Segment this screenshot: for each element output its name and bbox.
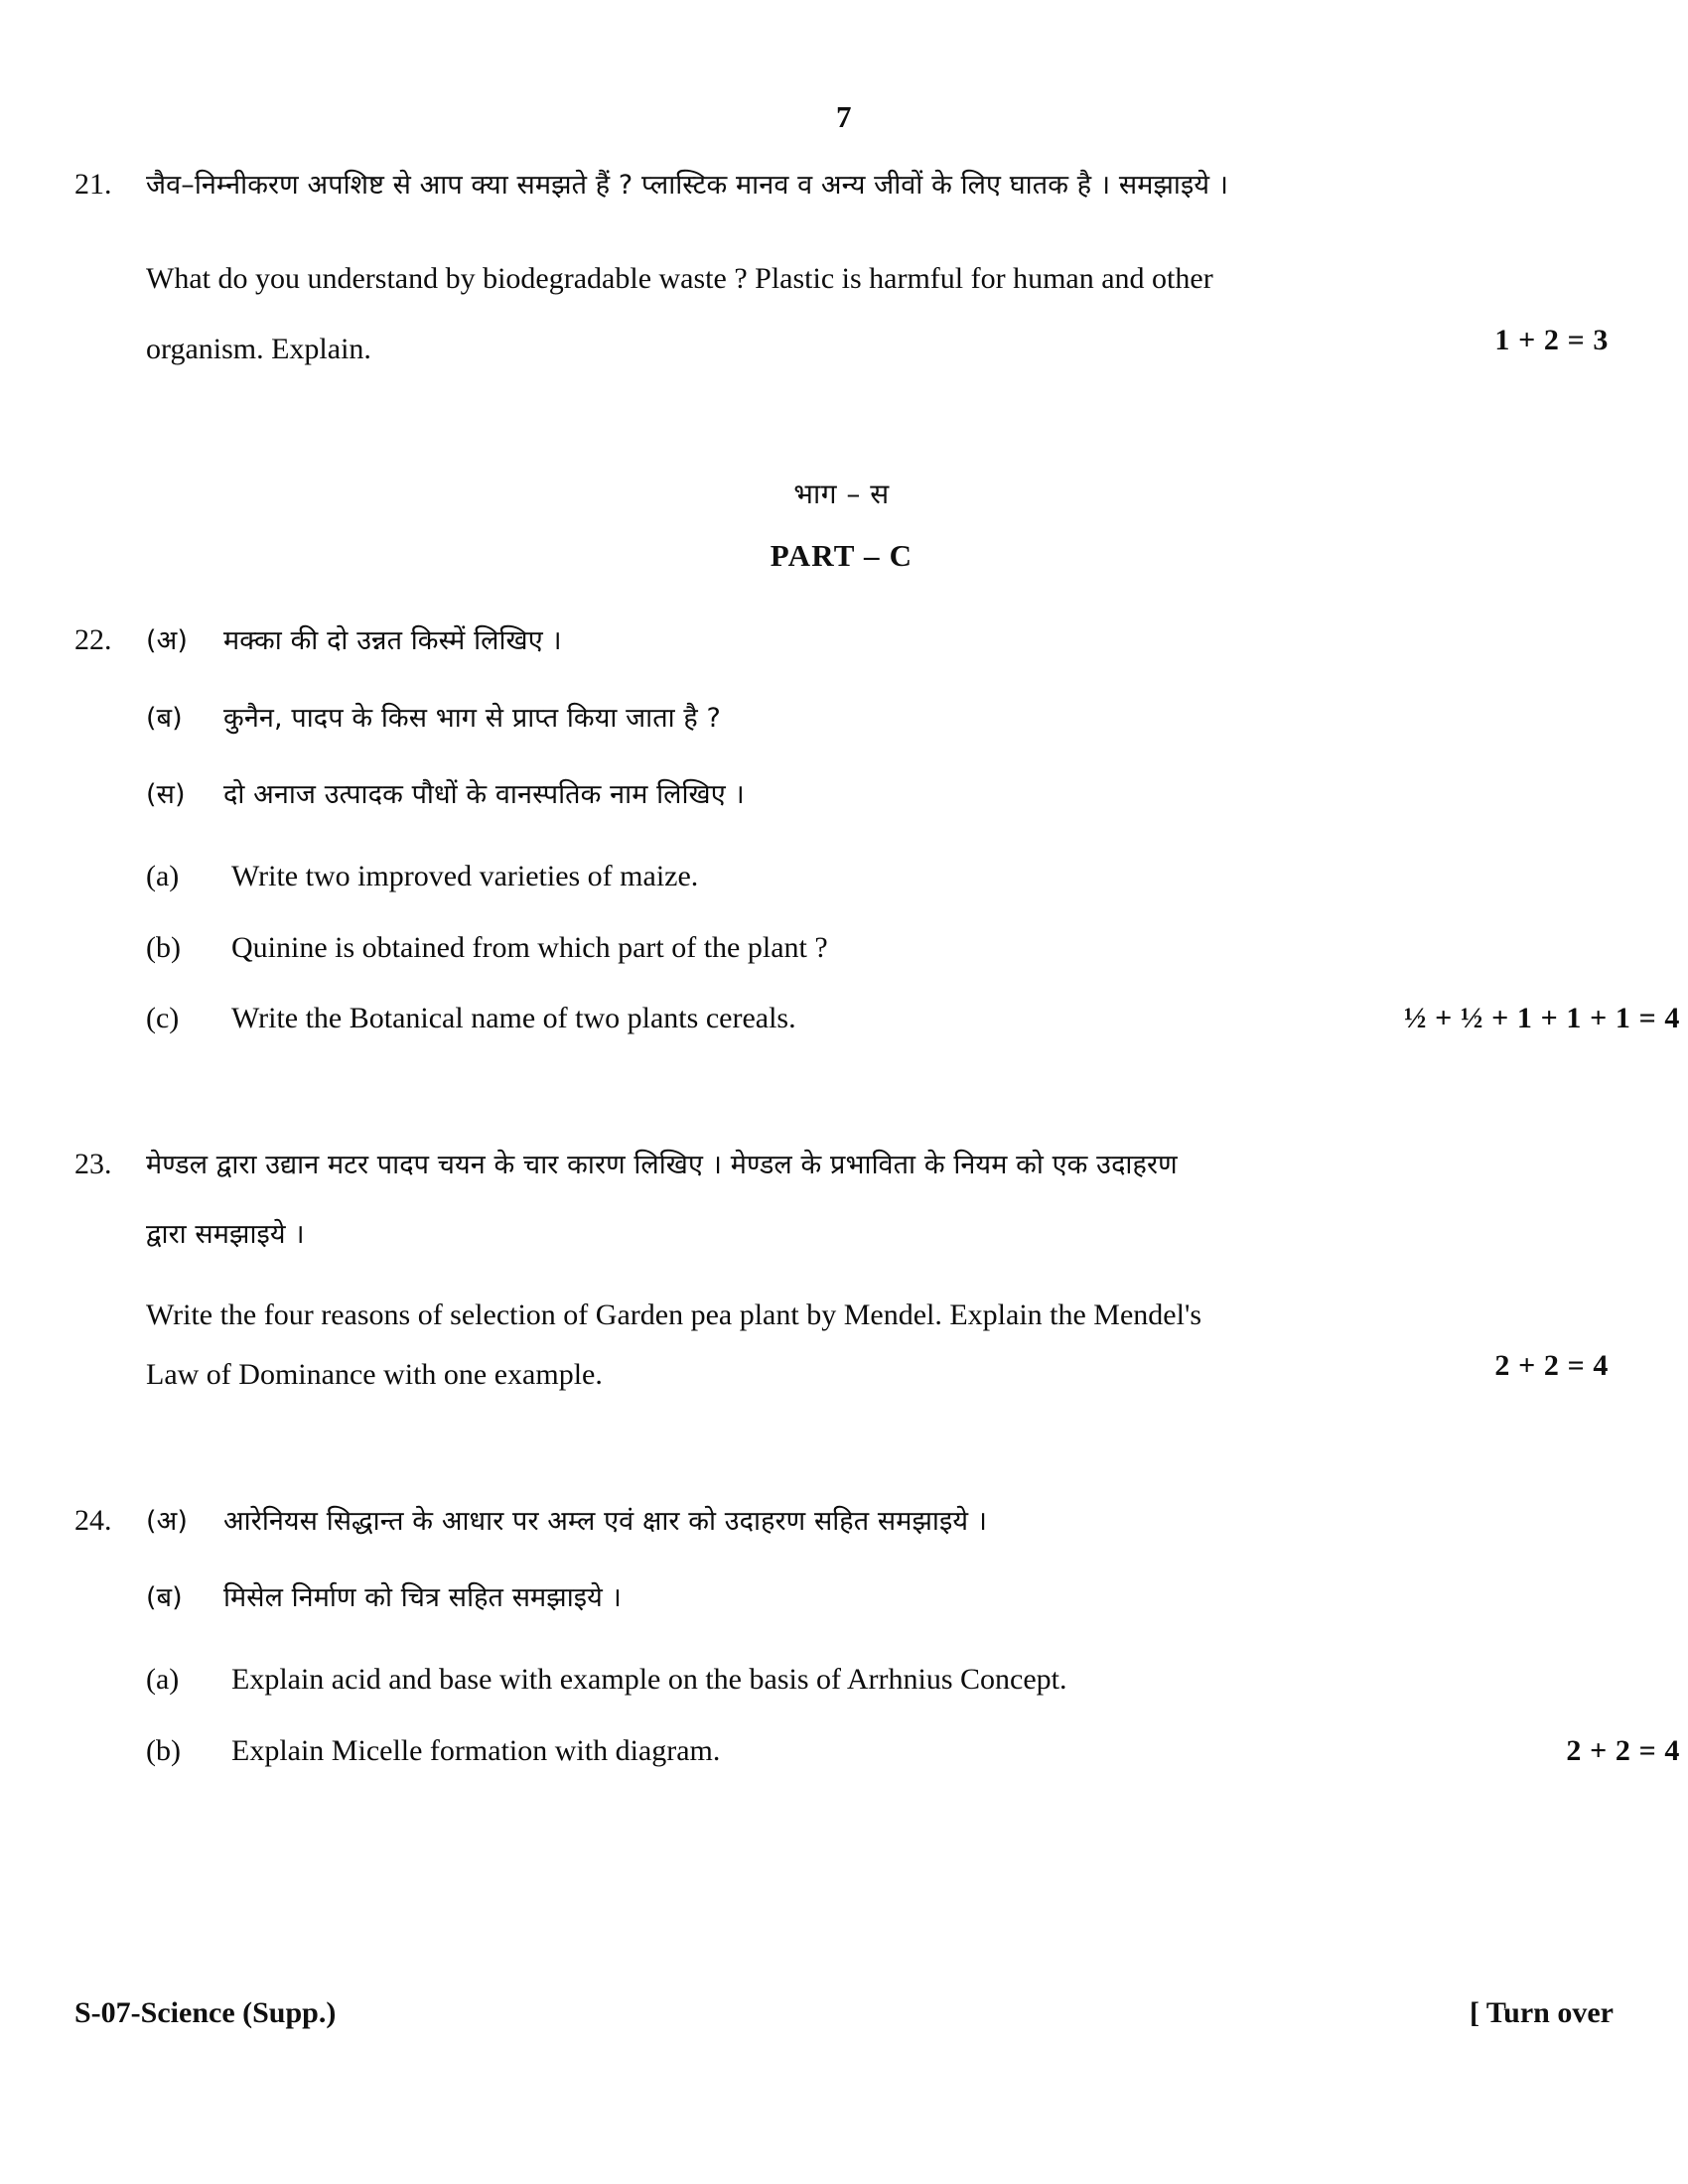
question-24-hindi-text-b: मिसेल निर्माण को चित्र सहित समझाइये ।	[223, 1582, 622, 1614]
question-22-english-text-b: Quinine is obtained from which part of the plant ?	[231, 930, 828, 964]
question-24-subpart-hindi-b	[146, 1576, 1609, 1620]
question-21-english-body	[146, 253, 1609, 375]
question-23-english-body	[146, 1290, 1609, 1400]
question-24-hindi-row-a	[74, 1500, 1609, 1544]
question-24-subpart-english-b	[146, 1725, 1680, 1777]
question-22-english-label-b: (b)	[146, 930, 181, 964]
question-24-english-row-a	[74, 1654, 1609, 1706]
question-23-hindi-line-2: द्वारा समझाइये ।	[146, 1218, 305, 1250]
question-22-hindi-text-a: मक्का की दो उन्नत किस्में लिखिए ।	[223, 624, 562, 656]
question-22-english-text-c: Write the Botanical name of two plants cereals.	[231, 1002, 796, 1035]
question-22-hindi-label-b: (ब)	[146, 702, 183, 734]
question-23-english-line-1: Write the four reasons of selection of Garden pea plant by Mendel. Explain the Mendel's	[146, 1298, 1202, 1332]
question-21-english-row	[74, 253, 1609, 375]
question-21-hindi-line-1: जैव–निम्नीकरण अपशिष्ट से आप क्या समझते हैं ? प्लास्टिक मानव व अन्य जीवों के लिए घातक है । समझाइये ।	[146, 170, 1229, 201]
question-24-english-text-b: Explain Micelle formation with diagram.	[231, 1733, 721, 1767]
question-24-subpart-english-a	[146, 1654, 1609, 1706]
question-21-hindi-row	[74, 164, 1609, 207]
question-22	[74, 619, 1680, 1044]
question-22-hindi-row-b	[74, 697, 1609, 741]
part-heading-english: PART – C	[770, 537, 914, 573]
footer-turn-over: [ Turn over	[1469, 1996, 1614, 2029]
page-number: 7	[836, 99, 852, 134]
question-23-marks: 2 + 2 = 4	[1494, 1348, 1609, 1382]
question-22-english-label-a: (a)	[146, 860, 180, 893]
question-21	[74, 164, 1609, 375]
question-23-english-line-2: Law of Dominance with one example.	[146, 1357, 603, 1391]
question-21-number: 21.	[74, 168, 112, 201]
question-22-subpart-hindi-b	[146, 697, 1609, 741]
part-heading	[74, 475, 1609, 574]
question-22-english-label-c: (c)	[146, 1002, 180, 1035]
question-23	[74, 1144, 1609, 1401]
question-24-english-row-b	[74, 1725, 1680, 1777]
question-23-hindi-row	[74, 1144, 1609, 1256]
question-22-subpart-english-a	[146, 851, 1609, 902]
question-24-hindi-label-a: (अ)	[146, 1505, 188, 1537]
question-21-english-line-1: What do you understand by biodegradable waste ? Plastic is harmful for human and other	[146, 261, 1213, 295]
question-24-hindi-row-b	[74, 1576, 1609, 1620]
question-22-number: 22.	[74, 622, 112, 656]
question-23-english-row	[74, 1290, 1609, 1400]
question-22-english-text-a: Write two improved varieties of maize.	[231, 860, 699, 893]
question-22-english-row-c	[74, 993, 1680, 1044]
question-22-hindi-label-a: (अ)	[146, 624, 188, 656]
page-content	[74, 164, 1680, 1776]
page-footer	[74, 1996, 1614, 2030]
question-21-english-line-2: organism. Explain.	[146, 333, 371, 366]
part-heading-hindi: भाग – स	[793, 477, 890, 510]
question-22-marks: ½ + ½ + 1 + 1 + 1 = 4	[1403, 1002, 1680, 1035]
question-21-hindi-body	[146, 164, 1609, 207]
question-24-subpart-hindi-a	[146, 1500, 1609, 1544]
footer-paper-code: S-07-Science (Supp.)	[74, 1996, 337, 2029]
question-24-english-label-b: (b)	[146, 1733, 181, 1767]
question-24-hindi-text-a: आरेनियस सिद्धान्त के आधार पर अम्ल एवं क्षार को उदाहरण सहित समझाइये ।	[223, 1505, 988, 1537]
question-24-english-text-a: Explain acid and base with example on the basis of Arrhnius Concept.	[231, 1663, 1067, 1697]
question-24-english-label-a: (a)	[146, 1663, 180, 1697]
question-22-english-row-b	[74, 922, 1609, 974]
question-23-number: 23.	[74, 1147, 112, 1180]
question-22-subpart-english-c	[146, 993, 1680, 1044]
question-24	[74, 1500, 1680, 1777]
question-22-subpart-hindi-c	[146, 773, 1609, 817]
question-22-hindi-row-c	[74, 773, 1609, 817]
question-22-hindi-text-c: दो अनाज उत्पादक पौधों के वानस्पतिक नाम लिखिए ।	[223, 779, 745, 811]
question-22-hindi-label-c: (स)	[146, 779, 186, 811]
question-22-subpart-english-b	[146, 922, 1609, 974]
question-21-marks: 1 + 2 = 3	[1494, 324, 1609, 357]
question-23-hindi-line-1: मेण्डल द्वारा उद्यान मटर पादप चयन के चार कारण लिखिए । मेण्डल के प्रभाविता के नियम को एक उदाहरण	[146, 1149, 1178, 1180]
question-22-hindi-text-b: कुनैन, पादप के किस भाग से प्राप्त किया जाता है ?	[223, 702, 721, 734]
question-24-hindi-label-b: (ब)	[146, 1582, 183, 1614]
question-22-english-row-a	[74, 851, 1609, 902]
question-24-marks: 2 + 2 = 4	[1566, 1733, 1680, 1767]
question-24-number: 24.	[74, 1503, 112, 1537]
question-22-subpart-hindi-a	[146, 619, 1609, 663]
question-23-hindi-body	[146, 1144, 1609, 1256]
question-22-hindi-row-a	[74, 619, 1609, 663]
